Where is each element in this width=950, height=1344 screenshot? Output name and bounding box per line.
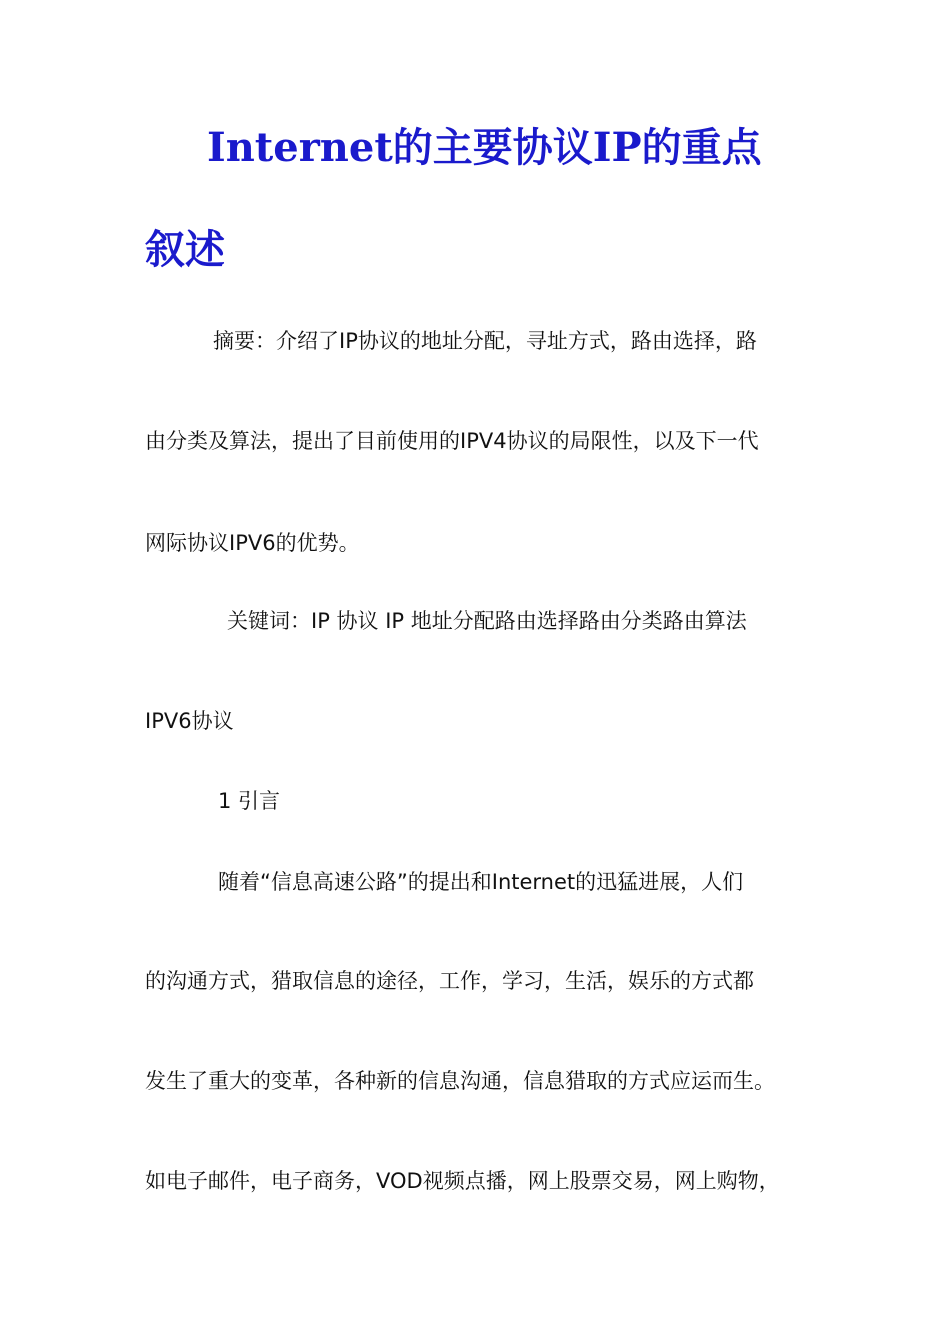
- abstract-line-1: 摘要：介绍了IP协议的地址分配，寻址方式，路由选择，路: [213, 329, 757, 353]
- keywords-line-2: IPV6协议: [145, 709, 234, 733]
- paragraph-line-4: 如电子邮件，电子商务，VOD视频点播，网上股票交易，网上购物，: [145, 1169, 780, 1193]
- abstract-line-2: 由分类及算法，提出了目前使用的IPV4协议的局限性，以及下一代: [145, 429, 759, 453]
- document-title-line-2: 叙述: [145, 226, 225, 273]
- paragraph-line-3: 发生了重大的变革，各种新的信息沟通，信息猎取的方式应运而生。: [145, 1069, 775, 1093]
- keywords-line-1: 关键词：IP 协议 IP 地址分配路由选择路由分类路由算法: [227, 609, 747, 633]
- abstract-line-3: 网际协议IPV6的优势。: [145, 531, 360, 555]
- section-heading: 1 引言: [218, 789, 281, 813]
- paragraph-line-1: 随着“信息高速公路”的提出和Internet的迅猛进展，人们: [218, 870, 744, 894]
- document-title-line-1: Internet的主要协议IP的重点: [207, 124, 762, 171]
- paragraph-line-2: 的沟通方式，猎取信息的途径，工作，学习，生活，娱乐的方式都: [145, 969, 754, 993]
